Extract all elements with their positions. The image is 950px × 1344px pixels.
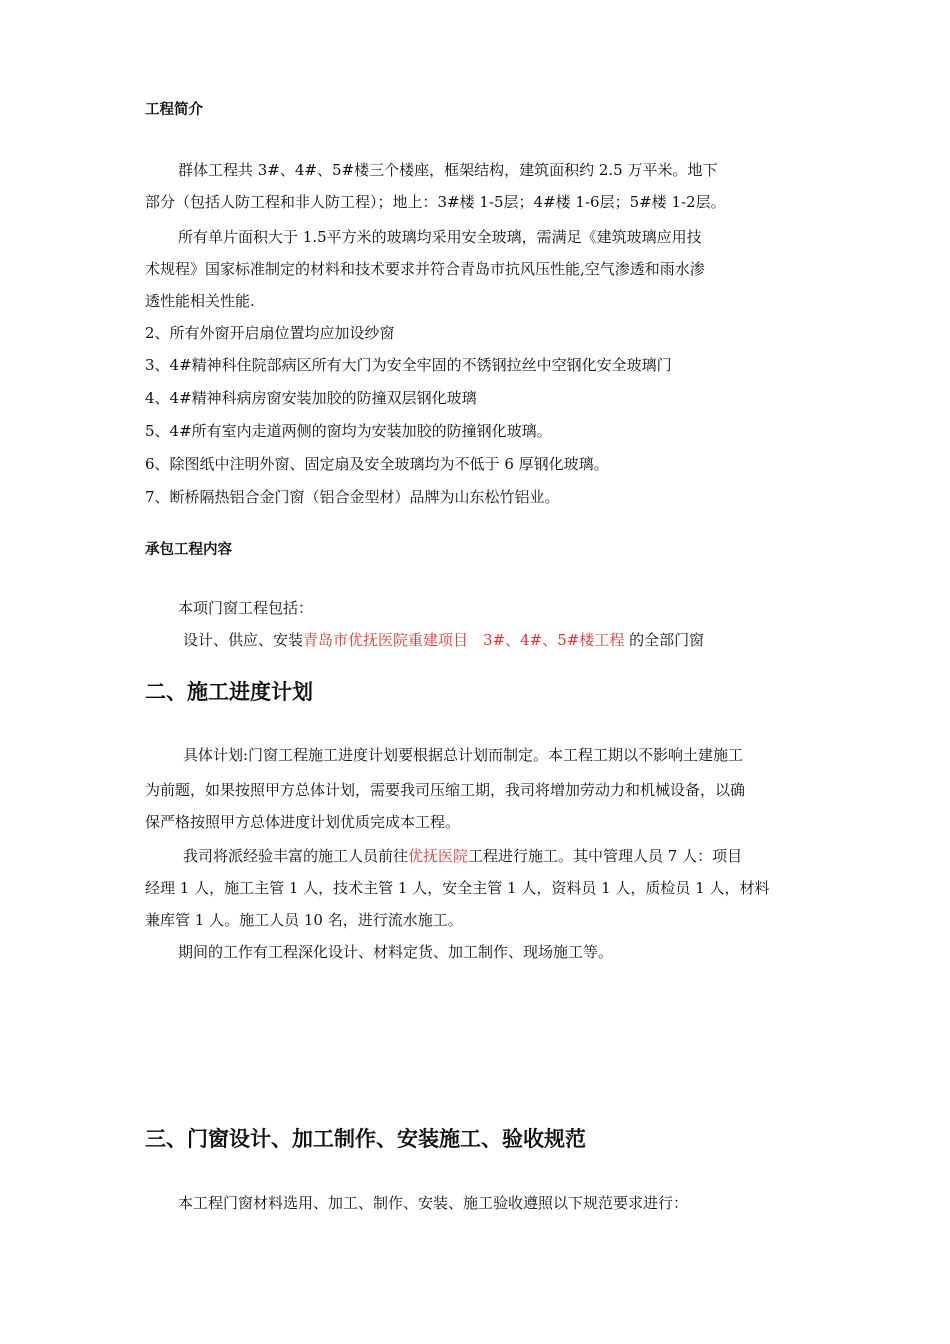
list-item: 3、4#精神科住院部病区所有大门为安全牢固的不锈钢拉丝中空钢化安全玻璃门 bbox=[145, 356, 672, 374]
list-item: 2、所有外窗开启扇位置均应加设纱窗 bbox=[145, 324, 395, 342]
list-item: 4、4#精神科病房窗安装加胶的防撞双层钢化玻璃 bbox=[145, 389, 477, 407]
scope-detail bbox=[183, 630, 704, 650]
overview-paragraph-line: 部分（包括人防工程和非人防工程）；地上：3#楼 1-5层；4#楼 1-6层；5#楼 1-2层。 bbox=[145, 193, 726, 211]
schedule-paragraph-line: 具体计划:门窗工程施工进度计划要根据总计划而制定。本工程工期以不影响土建施工 bbox=[183, 746, 744, 764]
overview-paragraph-line: 透性能相关性能. bbox=[145, 292, 255, 310]
staff-line-prefix: 我司将派经验丰富的施工人员前往 bbox=[183, 847, 409, 865]
overview-paragraph-line: 群体工程共 3#、4#、5#楼三个楼座，框架结构，建筑面积约 2.5 万平米。地下 bbox=[178, 161, 718, 179]
overview-heading: 工程简介 bbox=[145, 102, 203, 118]
staff-paragraph-line: 兼库管 1 人。施工人员 10 名，进行流水施工。 bbox=[145, 911, 463, 929]
list-item: 5、4#所有室内走道两侧的窗均为安装加胶的防撞钢化玻璃。 bbox=[145, 422, 552, 440]
schedule-heading: 二、施工进度计划 bbox=[145, 680, 313, 704]
project-name-highlight: 青岛市优抚医院重建项目 3#、4#、5#楼工程 bbox=[303, 631, 625, 649]
overview-paragraph-line: 术规程》国家标准制定的材料和技术要求并符合青岛市抗风压性能,空气渗透和雨水渗 bbox=[145, 260, 705, 278]
specs-heading: 三、门窗设计、加工制作、安装施工、验收规范 bbox=[145, 1127, 586, 1151]
list-item: 6、除图纸中注明外窗、固定扇及安全玻璃均为不低于 6 厚钢化玻璃。 bbox=[145, 455, 609, 473]
scope-detail-suffix: 的全部门窗 bbox=[624, 631, 705, 649]
list-item: 7、断桥隔热铝合金门窗（铝合金型材）品牌为山东松竹铝业。 bbox=[145, 488, 560, 506]
staff-paragraph-line: 经理 1 人，施工主管 1 人，技术主管 1 人，安全主管 1 人，资料员 1 人，质检员 1 人，材料 bbox=[145, 879, 770, 897]
schedule-paragraph-line: 保严格按照甲方总体进度计划优质完成本工程。 bbox=[145, 813, 461, 831]
scope-heading: 承包工程内容 bbox=[145, 542, 232, 558]
schedule-paragraph-line: 为前题，如果按照甲方总体计划，需要我司压缩工期，我司将增加劳动力和机械设备，以确 bbox=[145, 781, 746, 799]
staff-line-suffix: 工程进行施工。其中管理人员 7 人：项目 bbox=[468, 847, 743, 865]
specs-intro: 本工程门窗材料选用、加工、制作、安装、施工验收遵照以下规范要求进行： bbox=[178, 1194, 689, 1212]
scope-intro: 本项门窗工程包括： bbox=[178, 599, 314, 617]
staff-paragraph-line bbox=[183, 846, 742, 866]
scope-detail-prefix: 设计、供应、安装 bbox=[183, 631, 304, 649]
work-scope-line: 期间的工作有工程深化设计、材料定货、加工制作、现场施工等。 bbox=[178, 943, 614, 961]
overview-paragraph-line: 所有单片面积大于 1.5平方米的玻璃均采用安全玻璃，需满足《建筑玻璃应用技 bbox=[178, 228, 702, 246]
hospital-name-highlight: 优抚医院 bbox=[408, 847, 469, 865]
